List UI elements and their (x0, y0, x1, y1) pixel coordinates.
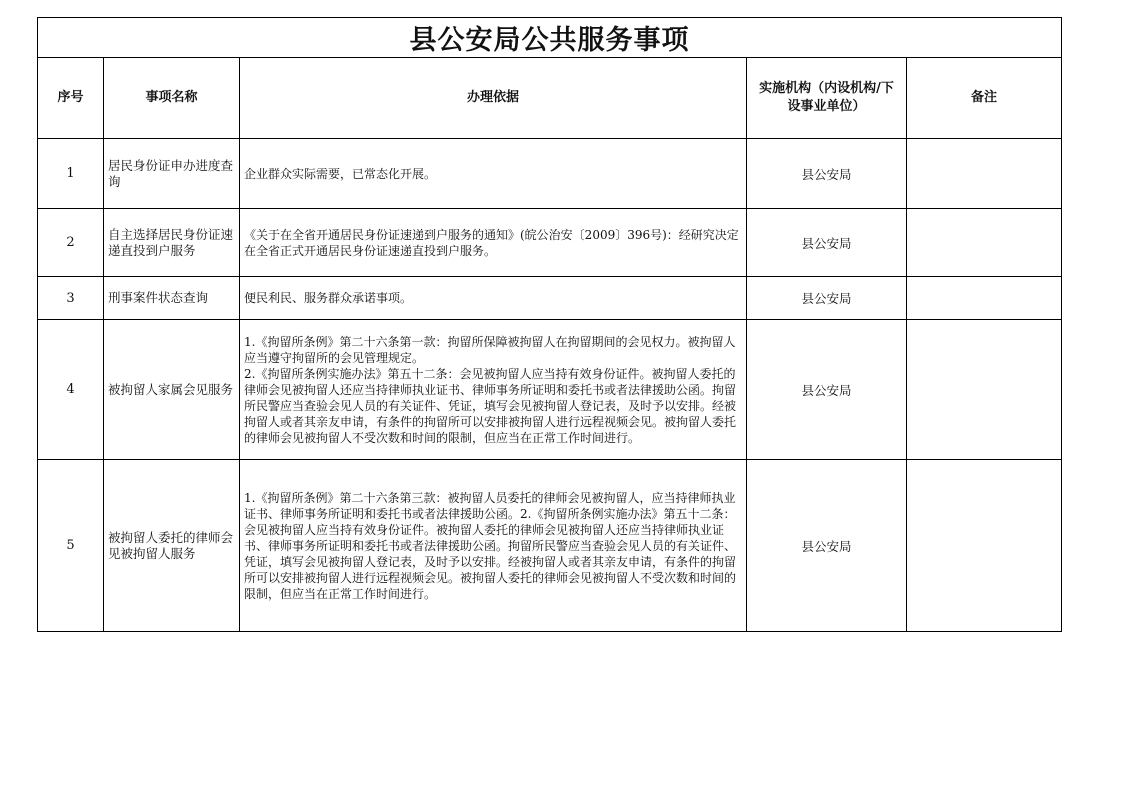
row-basis: 《关于在全省开通居民身份证速递到户服务的通知》(皖公治安〔2009〕396号)：经研究决定在全省正式开通居民身份证速递直投到户服务。 (240, 209, 747, 277)
row-name: 被拘留人委托的律师会见被拘留人服务 (104, 460, 240, 632)
services-table (37, 17, 1062, 632)
row-org: 县公安局 (747, 320, 907, 460)
table-row (38, 320, 1062, 460)
header-row (38, 58, 1062, 139)
header-name: 事项名称 (104, 58, 240, 139)
row-note (907, 277, 1062, 320)
row-note (907, 139, 1062, 209)
page-title: 县公安局公共服务事项 (38, 18, 1062, 58)
table-row (38, 209, 1062, 277)
header-org: 实施机构（内设机构/下设事业单位） (747, 58, 907, 139)
row-note (907, 320, 1062, 460)
row-name: 被拘留人家属会见服务 (104, 320, 240, 460)
row-name: 自主选择居民身份证速递直投到户服务 (104, 209, 240, 277)
row-org: 县公安局 (747, 277, 907, 320)
row-basis: 1.《拘留所条例》第二十六条第一款：拘留所保障被拘留人在拘留期间的会见权力。被拘留人应当遵守拘留所的会见管理规定。 2.《拘留所条例实施办法》第五十二条：会见被拘留人应当持有效身份证件。被拘留人委托的律师会见被拘留人还应当持律师执业证书、律师事务所证明和委托书或者法律援助公函。拘留所民警应当查验会见人员的有关证件、凭证，填写会见被拘留人登记表，及时予以安排。经被拘留人或者其亲友申请，有条件的拘留所可以安排被拘留人进行远程视频会见。被拘留人委托的律师会见被拘留人不受次数和时间的限制，但应当在正常工作时间进行。 (240, 320, 747, 460)
row-seq: 4 (38, 320, 104, 460)
row-basis: 企业群众实际需要，已常态化开展。 (240, 139, 747, 209)
row-name: 居民身份证申办进度查询 (104, 139, 240, 209)
header-basis: 办理依据 (240, 58, 747, 139)
row-org: 县公安局 (747, 209, 907, 277)
header-seq: 序号 (38, 58, 104, 139)
row-note (907, 460, 1062, 632)
row-basis: 便民利民、服务群众承诺事项。 (240, 277, 747, 320)
row-note (907, 209, 1062, 277)
table-row (38, 460, 1062, 632)
row-basis: 1.《拘留所条例》第二十六条第三款：被拘留人员委托的律师会见被拘留人，应当持律师执业证书、律师事务所证明和委托书或者法律援助公函。2.《拘留所条例实施办法》第五十二条：会见被拘留人应当持有效身份证件。被拘留人委托的律师会见被拘留人还应当持律师执业证书、律师事务所证明和委托书或者法律援助公函。拘留所民警应当查验会见人员的有关证件、凭证，填写会见被拘留人登记表，及时予以安排。经被拘留人或者其亲友申请，有条件的拘留所可以安排被拘留人进行远程视频会见。被拘留人委托的律师会见被拘留人不受次数和时间的限制，但应当在正常工作时间进行。 (240, 460, 747, 632)
row-seq: 5 (38, 460, 104, 632)
header-note: 备注 (907, 58, 1062, 139)
table-row (38, 139, 1062, 209)
row-name: 刑事案件状态查询 (104, 277, 240, 320)
row-seq: 1 (38, 139, 104, 209)
table-row (38, 277, 1062, 320)
row-seq: 2 (38, 209, 104, 277)
row-org: 县公安局 (747, 139, 907, 209)
row-org: 县公安局 (747, 460, 907, 632)
row-seq: 3 (38, 277, 104, 320)
